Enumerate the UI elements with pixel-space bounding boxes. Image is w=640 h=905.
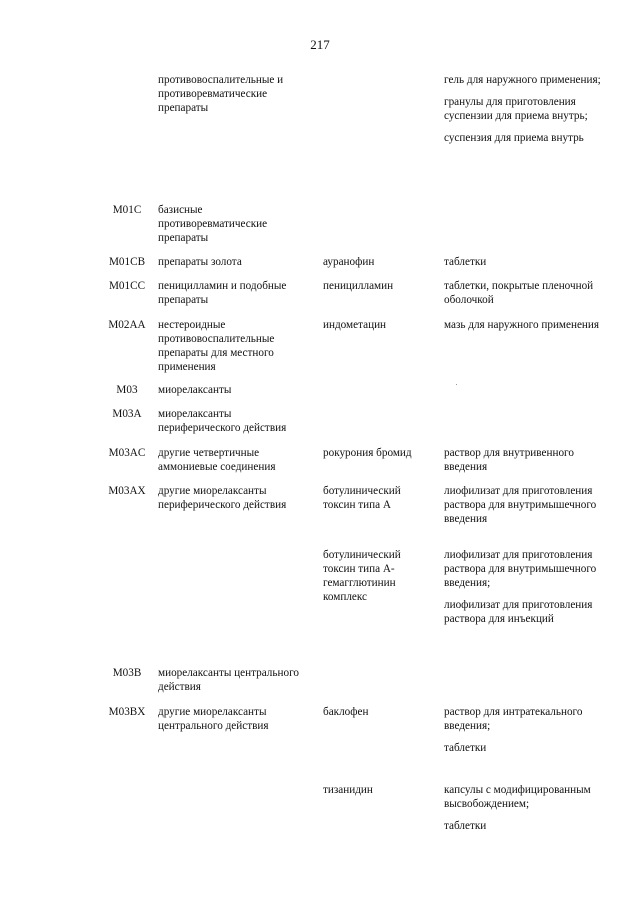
atc-code: M01CB — [108, 256, 146, 268]
dosage-forms — [444, 446, 609, 474]
atc-code: M03 — [116, 384, 138, 396]
group-description: миорелаксанты центрального действия — [158, 667, 299, 693]
dosage-form: таблетки — [444, 820, 487, 832]
atc-code: M02AA — [108, 319, 146, 331]
dosage-form: капсулы с модифицированным высвобождением; — [444, 784, 591, 810]
dosage-form: гранулы для приготовления суспензии для приема внутрь; — [444, 96, 588, 122]
dosage-forms — [444, 73, 609, 145]
group-description: базисные противоревматические препараты — [158, 204, 268, 244]
group-description: другие четвертичные аммониевые соединения — [158, 447, 276, 473]
dosage-forms — [444, 255, 609, 269]
group-description: нестероидные противовоспалительные препараты для местного применения — [158, 319, 275, 373]
dosage-form: таблетки — [444, 256, 487, 268]
group-description: препараты золота — [158, 256, 242, 268]
drug-name: пеницилламин — [323, 280, 394, 292]
drug-name: ботулинический токсин типа А-гемагглютинин комплекс — [323, 549, 401, 603]
dosage-form: гель для наружного применения; — [444, 74, 601, 86]
drug-name: индометацин — [323, 319, 387, 331]
drug-name: баклофен — [323, 706, 369, 718]
group-description: другие миорелаксанты периферического действия — [158, 485, 287, 511]
dosage-form: лиофилизат для приготовления раствора для инъекций — [444, 599, 593, 625]
dosage-forms — [444, 318, 609, 332]
dosage-form: лиофилизат для приготовления раствора для внутримышечного введения; — [444, 549, 597, 589]
atc-code: M03A — [112, 408, 142, 420]
dosage-form: таблетки — [444, 742, 487, 754]
dosage-forms — [444, 705, 609, 755]
atc-code: M01CC — [108, 280, 146, 292]
dosage-form: раствор для внутривенного введения — [444, 447, 574, 473]
group-description: миорелаксанты — [158, 384, 232, 396]
page-number: 217 — [310, 37, 330, 52]
atc-code: M03B — [112, 667, 142, 679]
dosage-forms — [444, 783, 609, 833]
drug-name: тизанидин — [323, 784, 373, 796]
drug-name: рокурония бромид — [323, 447, 412, 459]
scan-speck — [456, 384, 457, 385]
dosage-form: мазь для наружного применения — [444, 319, 600, 331]
dosage-forms — [444, 548, 609, 626]
atc-code: M01C — [112, 204, 142, 216]
dosage-forms — [444, 484, 609, 526]
atc-code: M03BX — [108, 706, 146, 718]
atc-code: M03AX — [108, 485, 146, 497]
atc-code: M03AC — [108, 447, 146, 459]
drug-name: ауранофин — [323, 256, 375, 268]
dosage-form: суспензия для приема внутрь — [444, 132, 584, 144]
drug-name: ботулинический токсин типа А — [323, 485, 401, 511]
group-description: миорелаксанты периферического действия — [158, 408, 287, 434]
group-description: другие миорелаксанты центрального действия — [158, 706, 269, 732]
dosage-forms — [444, 279, 609, 307]
dosage-form: таблетки, покрытые пленочной оболочкой — [444, 280, 594, 306]
group-description: противовоспалительные и противоревматические препараты — [158, 74, 284, 114]
dosage-form: раствор для интратекального введения; — [444, 706, 583, 732]
dosage-form: лиофилизат для приготовления раствора для внутримышечного введения — [444, 485, 597, 525]
group-description: пеницилламин и подобные препараты — [158, 280, 287, 306]
